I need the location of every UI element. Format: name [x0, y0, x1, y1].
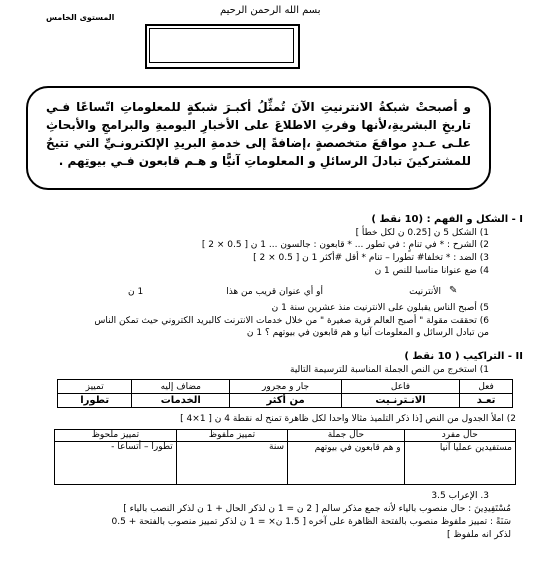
- section2-item2: 2) املأ الجدول من النص [ذا ذكر التلميذ مثالا واحدا لكل ظاهرة تمنح له نقطة 4 ن [ 1×4 ]: [180, 414, 516, 424]
- section1-item4: 4) ضع عنوانا مناسبا للنص 1 ن: [374, 266, 489, 276]
- phenomena-table: [54, 429, 516, 485]
- table1-cell: الخدمات: [132, 394, 230, 408]
- section2-item3-line3: لذكر انه ملفوظ ]: [447, 530, 511, 540]
- section2-item1: 1) استخرج من النص الجملة المناسبة للترسيمة التالية: [290, 365, 489, 375]
- section1-title: I - الشكل و الفهم : (10 نقط ): [371, 214, 523, 225]
- table1-cell: الانـترنـيت: [341, 394, 459, 408]
- basmala: بسم الله الرحمن الرحيم: [220, 5, 321, 16]
- section1-item5: 5) أصبح الناس يقبلون على الانترنيت منذ عشرين سنة 1 ن: [271, 303, 489, 313]
- section2-item3-line1: مُسْتَفِيدِينَ : حال منصوب بالياء لأنه جمع مذكر سالم [ 2 ن = 1 ن لذكر الحال + 1 ن لذكر النصب بالياء ]: [123, 504, 511, 514]
- table2-header: حال جملة: [288, 430, 405, 442]
- title-option-1: الأنترنيت: [409, 287, 441, 297]
- reading-passage: و أصبحتْ شبكةُ الانترنيتِ الآنَ تُمثِّلُ أكبـرَ شبكةٍ للمعلوماتِ اتّساعًا فـي تاريخِ البشريةِ،لأنها وفرتِ الاطلاعَ على الأخبارِ اليوميةِ والبرامجِ والأبحاثِ علـى عـددٍ مواقعَ متخصصةٍ ،إضافةً إلى خدمةِ البريدِ الإلكترونـيِّ التي تتيحُ للمشتركينَ تبادلَ الرسائلِ و المعلوماتِ آنيًّا و هـم قابعون فـي بيوتِهم .: [26, 86, 491, 190]
- section1-item6-line2: من تبادل الرسائل و المعلومات آنيا و هم قابعون في بيوتهم ؟ 1 ن: [246, 328, 489, 338]
- level-label: المستوى الخامس: [46, 13, 115, 22]
- table1-cell: تطورا: [58, 394, 132, 408]
- structure-table: [57, 379, 513, 408]
- pencil-icon: ✎: [449, 285, 458, 296]
- section1-item3: 3) الضد : * تخلفا# تطورا – تنام * أقل #أكثر 1 ن [ 0.5 × 2 ]: [253, 253, 489, 263]
- table2-cell: تطورا – أتساعا -: [55, 442, 177, 485]
- section1-item6-line1: 6) تحققت مقولة " أصبح العالم قرية صغيرة " من خلال خدمات الانترنت كالبريد الكتروني حيث تمكن الناس: [94, 316, 489, 326]
- table1-cell: من أكثر: [230, 394, 342, 408]
- table2-cell: مستفيدين عمليا آنيا: [404, 442, 515, 485]
- section2-item3-line2: سَنَةً : تمييز ملفوظ منصوب بالفتحة الظاهرة على آخره [ 1.5 ن× = 1 ن لذكر تمييز منصوب بالفتحة + 0.5: [111, 517, 511, 527]
- table1-cell: تعـد: [460, 394, 513, 408]
- table1-header: فاعل: [341, 380, 459, 394]
- title-box-inner: [149, 28, 294, 63]
- section1-item2: 2) الشرح : * في تنامٍ : في تطور ... * قابعون : جالسون ... 1 ن [ 0.5 × 2 ]: [201, 240, 489, 250]
- title-option-2: أو أي عنوان قريب من هذا: [226, 287, 323, 297]
- table1-header: جار و مجرور: [230, 380, 342, 394]
- title-option-score: 1 ن: [128, 287, 144, 297]
- section2-item3: 3. الإعراب 3.5: [431, 491, 489, 501]
- section2-title: II - التراكيب ( 10 نقط ): [404, 351, 523, 362]
- table2-cell: و هم قابعون في بيوتهم: [288, 442, 405, 485]
- table2-header: حال مفرد: [404, 430, 515, 442]
- table1-header: فعل: [460, 380, 513, 394]
- table2-header: تمييز ملفوظ: [176, 430, 287, 442]
- section1-item1: 1) الشكل 5 ن [0.25 ن لكل خطأ ]: [355, 228, 489, 238]
- table2-cell: سنة: [176, 442, 287, 485]
- table1-header: مضاف إليه: [132, 380, 230, 394]
- table2-header: تمييز ملحوظ: [55, 430, 177, 442]
- table1-header: تمييز: [58, 380, 132, 394]
